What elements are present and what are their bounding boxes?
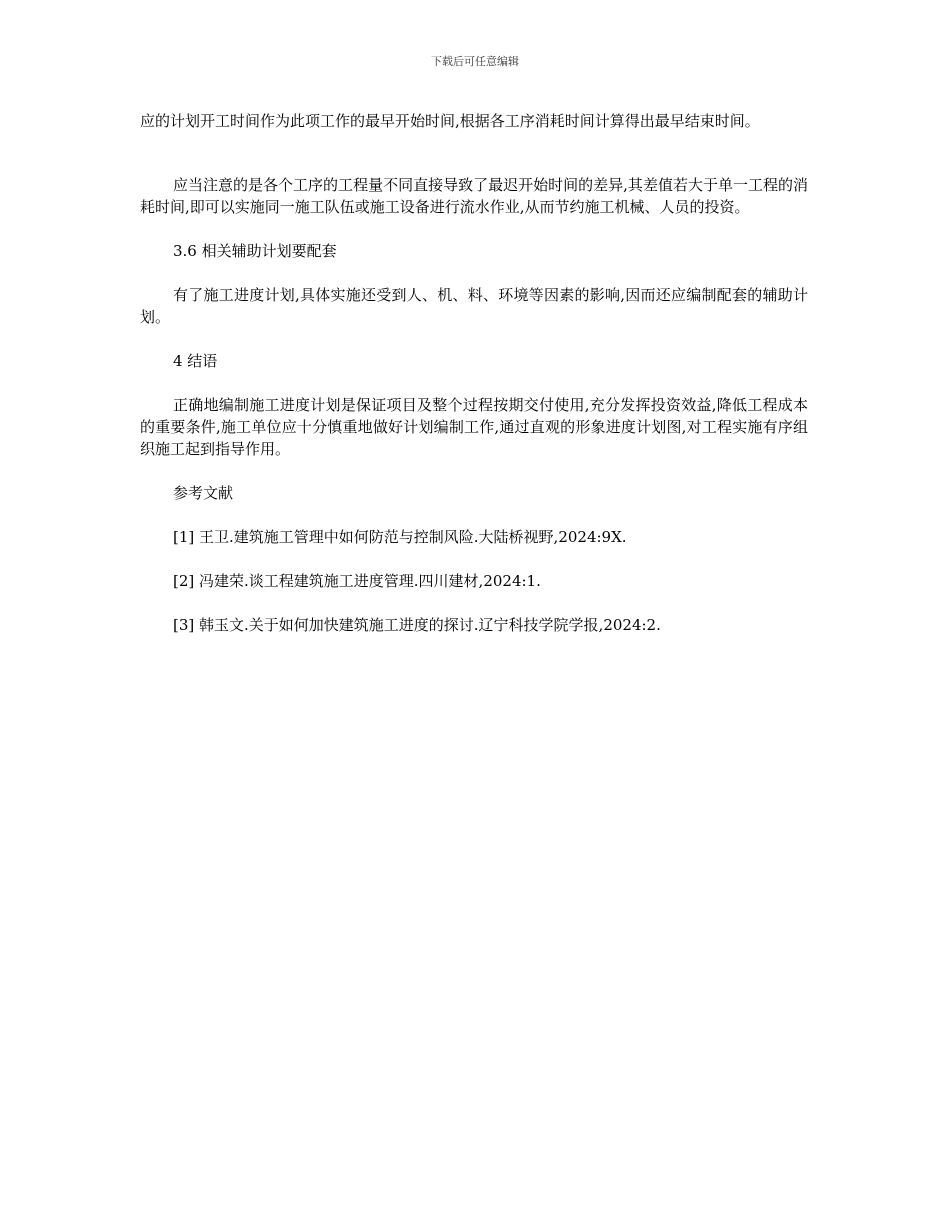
reference-item-2: [2] 冯建荣.谈工程建筑施工进度管理.四川建材,2024:1.: [173, 572, 541, 590]
paragraph-auxiliary-plan: 有了施工进度计划,具体实施还受到人、机、料、环境等因素的影响,因而还应编制配套的辅助计划。: [140, 286, 808, 326]
document-body: [140, 110, 808, 636]
page-header: 下载后可任意编辑: [431, 55, 519, 68]
reference-item-3: [3] 韩玉文.关于如何加快建筑施工进度的探讨.辽宁科技学院学报,2024:2.: [173, 616, 661, 634]
section-heading-3-6: 3.6 相关辅助计划要配套: [173, 242, 337, 260]
paragraph-note: 应当注意的是各个工序的工程量不同直接导致了最迟开始时间的差异,其差值若大于单一工程的消耗时间,即可以实施同一施工队伍或施工设备进行流水作业,从而节约施工机械、人员的投资。: [140, 176, 808, 216]
paragraph-continuation: 应的计划开工时间作为此项工作的最早开始时间,根据各工序消耗时间计算得出最早结束时间。: [140, 112, 760, 130]
paragraph-conclusion: 正确地编制施工进度计划是保证项目及整个过程按期交付使用,充分发挥投资效益,降低工程成本的重要条件,施工单位应十分慎重地做好计划编制工作,通过直观的形象进度计划图,对工程实施有序组织施工起到指导作用。: [140, 396, 808, 458]
section-heading-conclusion: 4 结语: [173, 352, 218, 370]
reference-item-1: [1] 王卫.建筑施工管理中如何防范与控制风险.大陆桥视野,2024:9X.: [173, 528, 627, 546]
references-heading: 参考文献: [173, 484, 234, 502]
